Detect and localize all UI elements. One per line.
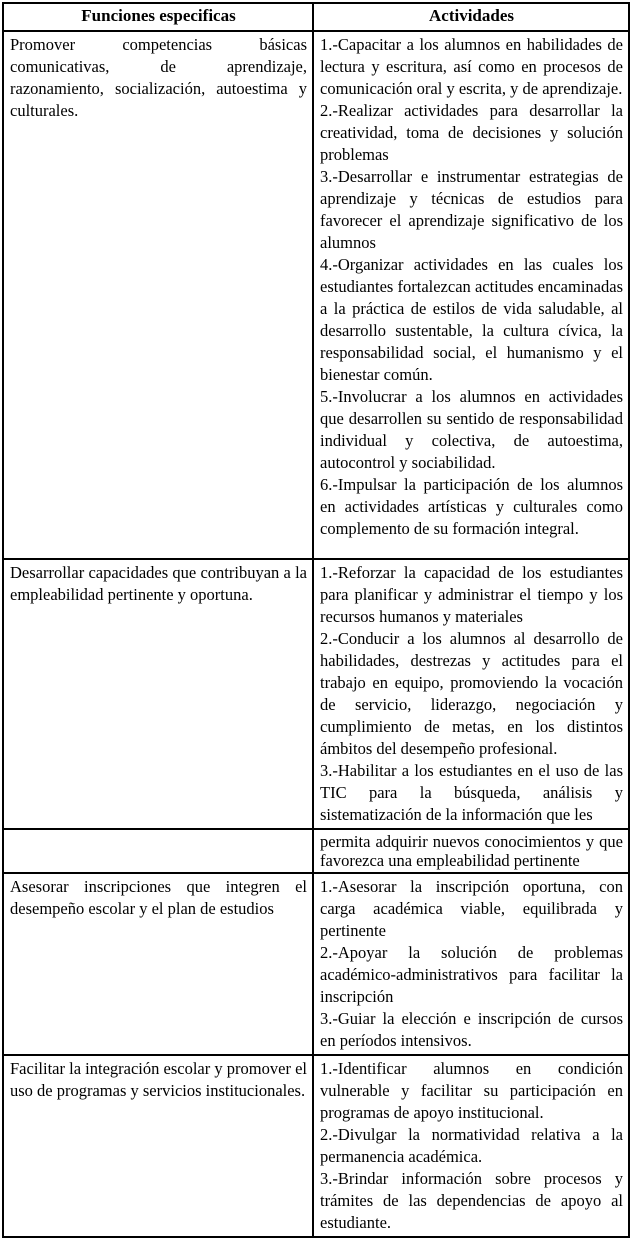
activity-item: 2.-Conducir a los alumnos al desarrollo de habilidades, destrezas y actitudes para el trabajo en equipo, promoviendo la vocación de servicio, liderazgo, negociación y cumplimiento de metas, en los distintos ámbitos del desempeño profesional. (320, 629, 623, 758)
function-cell (3, 873, 313, 1055)
activity-item: permita adquirir nuevos conocimientos y que favorezca una empleabilidad pertinente (320, 832, 623, 870)
activity-item: 1.-Asesorar la inscripción oportuna, con carga académica viable, equilibrada y pertinente (320, 877, 623, 940)
activity-item: 1.-Reforzar la capacidad de los estudiantes para planificar y administrar el tiempo y los recursos humanos y materiales (320, 563, 623, 626)
table-row (3, 1055, 629, 1237)
activity-item: 5.-Involucrar a los alumnos en actividades que desarrollen su sentido de responsabilidad individual y colectiva, de autoestima, autocontrol y sociabilidad. (320, 387, 623, 472)
function-text: Desarrollar capacidades que contribuyan a la empleabilidad pertinente y oportuna. (10, 563, 307, 604)
activities-cell (313, 31, 629, 559)
activity-item: 1.-Identificar alumnos en condición vulnerable y facilitar su participación en programas de apoyo institucional. (320, 1059, 623, 1122)
activities-cell (313, 1055, 629, 1237)
activities-cell (313, 873, 629, 1055)
function-cell (3, 1055, 313, 1237)
table-row (3, 31, 629, 559)
table-row (3, 559, 629, 829)
table-header-row (3, 3, 629, 31)
function-cell-empty (3, 829, 313, 873)
activity-item: 3.-Desarrollar e instrumentar estrategias de aprendizaje y técnicas de estudios para favorecer el aprendizaje significativo de los alumnos (320, 167, 623, 252)
activity-item: 2.-Apoyar la solución de problemas académico-administrativos para facilitar la inscripción (320, 943, 623, 1006)
activities-cell (313, 829, 629, 873)
activities-cell (313, 559, 629, 829)
activity-item: 3.-Habilitar a los estudiantes en el uso de las TIC para la búsqueda, análisis y sistematización de la información que les (320, 761, 623, 824)
activity-item: 3.-Brindar información sobre procesos y trámites de las dependencias de apoyo al estudiante. (320, 1169, 623, 1232)
column-header-actividades: Actividades (313, 3, 629, 31)
activity-item: 3.-Guiar la elección e inscripción de cursos en períodos intensivos. (320, 1009, 623, 1050)
functions-activities-table (2, 2, 630, 1238)
activity-item: 2.-Realizar actividades para desarrollar la creatividad, toma de decisiones y solución problemas (320, 101, 623, 164)
function-cell (3, 559, 313, 829)
function-text: Asesorar inscripciones que integren el desempeño escolar y el plan de estudios (10, 877, 307, 918)
activity-item: 6.-Impulsar la participación de los alumnos en actividades artísticas y culturales como complemento de su formación integral. (320, 475, 623, 538)
activity-item: 1.-Capacitar a los alumnos en habilidades de lectura y escritura, así como en procesos de comunicación oral y escrita, y de aprendizaje. (320, 35, 623, 98)
activity-item: 2.-Divulgar la normatividad relativa a la permanencia académica. (320, 1125, 623, 1166)
column-header-funciones: Funciones especificas (3, 3, 313, 31)
function-text: Promover competencias básicas comunicativas, de aprendizaje, razonamiento, socialización, autoestima y culturales. (10, 35, 307, 120)
table-row-continuation (3, 829, 629, 873)
function-cell (3, 31, 313, 559)
table-row (3, 873, 629, 1055)
activity-item: 4.-Organizar actividades en las cuales los estudiantes fortalezcan actitudes encaminadas a la práctica de estilos de vida saludable, al desarrollo sustentable, la cultura cívica, la responsabilidad social, el humanismo y el bienestar común. (320, 255, 623, 384)
function-text: Facilitar la integración escolar y promover el uso de programas y servicios institucionales. (10, 1059, 307, 1100)
